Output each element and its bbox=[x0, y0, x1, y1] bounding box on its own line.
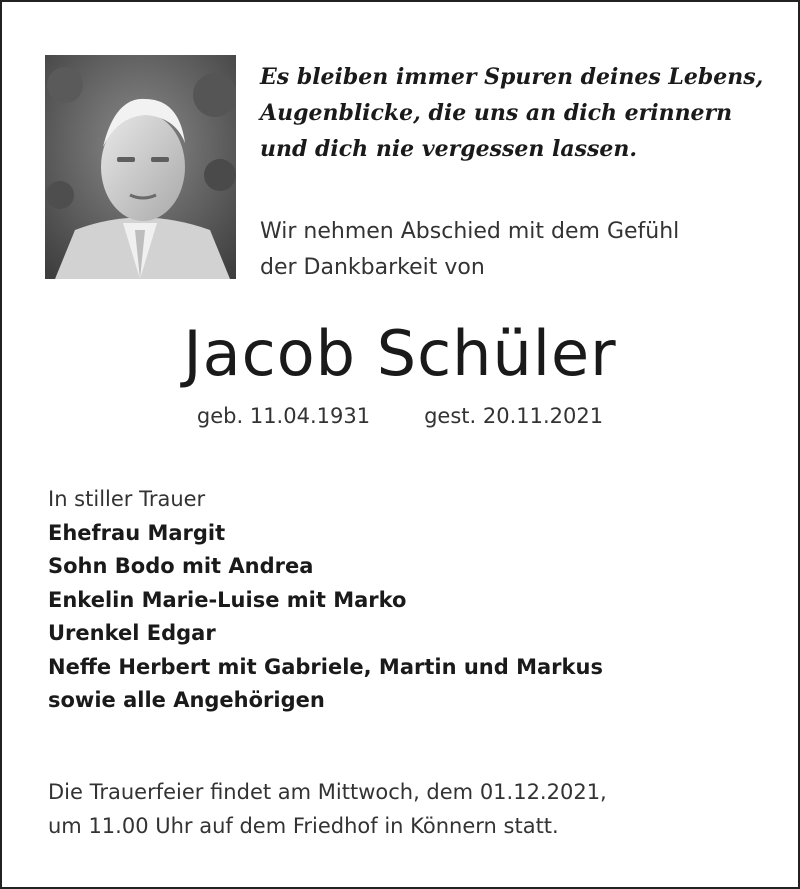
poem-line: Es bleiben immer Spuren deines Lebens, bbox=[260, 64, 764, 90]
funeral-line: um 11.00 Uhr auf dem Friedhof in Könnern statt. bbox=[48, 814, 559, 838]
mourners-intro: In stiller Trauer bbox=[48, 487, 206, 511]
birth-date: geb. 11.04.1931 bbox=[196, 404, 371, 428]
mourner-entry: Neffe Herbert mit Gabriele, Martin und Markus bbox=[48, 654, 603, 679]
funeral-details bbox=[48, 775, 768, 843]
mourner-entry: Ehefrau Margit bbox=[48, 520, 226, 545]
deceased-name: Jacob Schüler bbox=[183, 317, 617, 390]
mourner-entry: Enkelin Marie-Luise mit Marko bbox=[48, 587, 407, 612]
mourner-entry: Urenkel Edgar bbox=[48, 621, 216, 645]
poem-line: und dich nie vergessen lassen. bbox=[260, 136, 638, 162]
mourner-entry: sowie alle Angehörigen bbox=[48, 688, 325, 712]
funeral-line: Die Trauerfeier findet am Mittwoch, dem 01.12.2021, bbox=[48, 780, 607, 804]
life-dates bbox=[2, 400, 798, 432]
farewell-line: Wir nehmen Abschied mit dem Gefühl bbox=[260, 219, 680, 244]
memorial-poem bbox=[260, 59, 780, 167]
poem-line: Augenblicke, die uns an dich erinnern bbox=[260, 100, 733, 126]
portrait-photo bbox=[45, 55, 236, 279]
farewell-text bbox=[260, 214, 780, 286]
mourners-list bbox=[48, 483, 768, 718]
death-date: gest. 20.11.2021 bbox=[424, 404, 604, 428]
farewell-line: der Dankbarkeit von bbox=[260, 255, 485, 280]
mourner-entry: Sohn Bodo mit Andrea bbox=[48, 554, 314, 578]
portrait-image bbox=[45, 55, 236, 279]
